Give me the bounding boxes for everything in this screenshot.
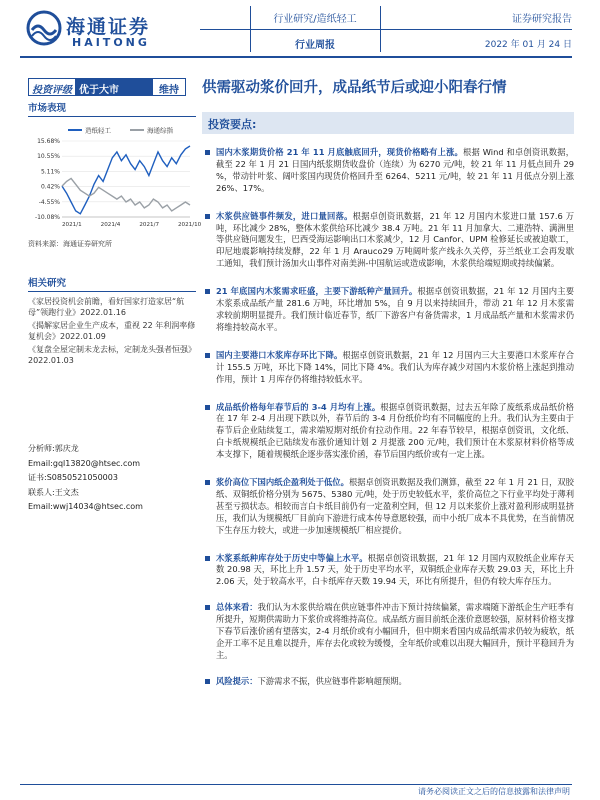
bullet-icon (205, 353, 210, 358)
left-sidebar (28, 100, 202, 368)
market-performance-chart-svg (28, 123, 202, 235)
bullet-icon (205, 289, 210, 294)
key-point-text: 根据卓创资讯数据及我们测算，截至 22 年 1 月 21 日，双胶纸、双铜纸价格分别为 5675、5380 元/吨，处于历史较低水平，浆价高位之下行业平均处于薄利甚至亏损状态。相较而言白卡纸目前仍有一定盈利空间，但 12 月以来浆价上涨对盈利形成明显挤压，我们认为规模纸厂目前向下游进行成本传导意愿较强，而中小纸厂成本不具优势，在当前情况下生存压力较大，或进一步加速规模纸厂相应提价。 (216, 477, 574, 535)
header-right-block (485, 10, 572, 50)
rating-label: 投资评级 (29, 79, 75, 95)
key-point-text: 根据卓创资讯数据，21 年 12 月国内木浆进口量 157.6 万吨，环比减少 28%，整体木浆供给环比减少 38.4 万吨。21 年 11 月加拿大、二連浩特、满洲里等供应链问题发生，巴西受海运影响出口木浆减少，12 月 Canfor、UPM 检修延长或被迫歇工，印尼地震影响持续发酵，22 年 1 月 Arauco29 万吨阔叶浆产线永久关停，芬兰纸业工会再发歇工通知，我们预计汤加火山事件对南美洲-中国航运或造成影响，木浆供给端短期或持续偏紧。 (216, 210, 574, 269)
key-point-lead: 木浆供应链事件频发，进口量回落。 (216, 210, 353, 221)
x-tick-label: 2021/4 (100, 222, 121, 228)
header-date: 2022 年 01 月 24 日 (484, 40, 572, 50)
key-point-lead: 总体来看： (216, 602, 258, 613)
key-point-paragraph (202, 211, 574, 271)
investment-rating (28, 78, 186, 96)
page-footer (0, 784, 600, 800)
key-point-lead: 21 年底国内木浆需求旺盛，主要下游纸种产量回升。 (216, 286, 418, 297)
key-point-paragraph (202, 477, 574, 537)
key-points-section (202, 112, 574, 688)
disclaimer-text: 请务必阅读正文之后的信息披露和法律声明 (418, 787, 570, 796)
key-point-text: 下游需求不振，供应链事件影响超预期。 (257, 675, 407, 686)
series-line (62, 178, 190, 211)
x-tick-label: 2021/10 (178, 222, 202, 228)
analyst-certificate: 证书:S0850521050003 (28, 473, 118, 482)
y-tick-label: -10.08% (34, 214, 60, 221)
key-point-paragraph (202, 286, 574, 334)
analyst-email[interactable]: Email:gql13820@htsec.com (28, 458, 141, 468)
key-point-paragraph (202, 602, 574, 662)
key-point-paragraph (202, 402, 574, 462)
chart-source: 资料来源：海通证券研究所 (28, 240, 112, 248)
y-tick-label: 0.42% (40, 183, 60, 191)
related-research-item[interactable]: 《揭解家居企业生产成本，重视 22 年利润率修复机会》2022.01.09 (28, 321, 196, 341)
header-report-type: 行业周报 (295, 40, 335, 51)
haitong-logo-icon (26, 10, 62, 46)
legend-label: 海通综指 (147, 126, 173, 135)
key-point-lead: 木浆系纸种库存处于历史中等偏上水平。 (216, 552, 368, 563)
key-point-text: 根据卓创资讯数据，过去五年除了废纸系成品纸价格在 17 年 2-4 月出现下跌以外，春节后的 3-4 月份纸价均有不同幅度的上升。我们认为主要由于春节后企业陆续复工，需求端短期对纸价有拉动作用。22 年春节较早，根据卓创资讯，文化纸、白卡纸规模纸企已陆续发布涨价通知计划 2 月提涨 200 元/吨，我们预计在木浆原材料价格等成本支撑下，随着规模纸企逐步落实涨价函，春节后国内纸价或有一定上涨。 (216, 401, 574, 460)
logo-en-text: HAITONG (72, 36, 150, 49)
key-point-lead: 国内主要港口木浆库存环比下降。 (216, 349, 343, 360)
market-performance-chart (28, 123, 202, 235)
bullet-icon (205, 405, 210, 410)
rating-hold: 维持 (153, 79, 185, 95)
bullet-icon (205, 679, 210, 684)
key-point-paragraph (202, 350, 574, 386)
y-tick-label: 10.55% (37, 153, 60, 161)
x-tick-label: 2021/1 (62, 222, 82, 228)
report-header (0, 0, 600, 60)
key-point-text: 我们认为木浆供给端在供应链事件冲击下预计持续偏紧，需求端随下游纸企生产旺季有所提升，短期供需助力下浆价或将维持高位。成品纸方面目前纸企涨价意愿较强，原材料价格支撑下春节后涨价函有望落实，2-4 月纸价或有小幅回升，但中期来看国内成品纸需求仍较为疲软，纸企开工率不足且难以提升，库存去化或较为缓慢，全年纸价或难以出现大幅回升，预计平稳回升为主。 (216, 602, 574, 660)
contact-email[interactable]: Email:wwj14034@htsec.com (28, 502, 143, 511)
key-point-lead: 成品纸价格每年春节后的 3-4 月均有上涨。 (216, 401, 381, 412)
header-category: 行业研究/造纸轻工 (273, 14, 357, 25)
y-tick-label: 5.11% (40, 168, 60, 176)
key-point-paragraph (202, 676, 574, 688)
key-point-text: 根据 Wind 和卓创资讯数据，截至 22 年 1 月 21 日国内纸浆期货收盘价（连续）为 6270 元/吨，较 21 年 11 月低点回升 29 %，带动针叶浆、阔叶浆国内现货价格回升至 6264、5211 元/吨，较 21 年 11 月低点分别上涨 26%、17%。 (216, 147, 574, 193)
contact-name: 联系人:王文杰 (28, 487, 79, 497)
related-research-item[interactable]: 《家居投资机会前瞻，看好国家打造家居“航母”领跑行业》2022.01.16 (28, 297, 185, 317)
key-point-text: 根据卓创资讯数据，21 年 12 月国内双胶纸企业库存天数 20.98 天，环比上升 1.57 天，处于历史平均水平，双铜纸企业库存天数 29.03 天，环比上升 2.06 天，处于较高水平，白卡纸库存天数 19.94 天，环比有所提升，但仍有较大库存压力。 (216, 552, 574, 587)
key-point-lead: 风险提示： (216, 675, 258, 686)
legend-label: 造纸轻工 (85, 126, 111, 135)
related-research-item[interactable]: 《复盘全屋定制未龙去标，定制龙头强者恒强》2022.01.03 (28, 345, 196, 365)
bullet-icon (205, 556, 210, 561)
key-point-text: 根据卓创资讯数据，21 年 12 月国内主要木浆系成品纸产量 281.6 万吨，环比增加 5%，自 9 月以来持续回升，带动 21 年 12 月木浆需求较前期明显提升。我们预计临近春节，纸厂下游客户有备货需求，1 月成品纸产量和木浆需求仍将维持较高水平。 (216, 286, 575, 332)
key-point-text: 根据卓创资讯数据，21 年 12 月国内三大主要港口木浆库存合计 155.5 万吨，环比下降 14%，同比下降 4%。我们认为库存减少对国内木浆价格上涨起到推动作用，预计 1 月库存仍将维持较低水平。 (216, 349, 574, 384)
header-rule (200, 29, 572, 30)
footer-rule (20, 784, 572, 785)
x-tick-label: 2021/7 (139, 222, 160, 228)
key-point-lead: 浆价高位下国内纸企盈利处于低位。 (216, 477, 349, 488)
analyst-name: 分析师:郭庆龙 (28, 444, 79, 453)
key-points-heading: 投资要点: (202, 112, 574, 134)
key-point-paragraph (202, 147, 574, 195)
analyst-contacts (28, 442, 196, 515)
bullet-icon (205, 480, 210, 485)
bullet-icon (205, 605, 210, 610)
logo-cn-text: 海通证券 (66, 16, 151, 38)
bullet-icon (205, 214, 210, 219)
header-right-label: 证券研究报告 (512, 14, 572, 25)
key-point-paragraph (202, 553, 574, 589)
related-research-heading: 相关研究 (28, 275, 196, 292)
haitong-logo (26, 8, 186, 52)
header-category-block (250, 10, 380, 51)
bullet-icon (205, 150, 210, 155)
key-point-lead: 国内木浆期货价格 21 年 11 月底触底回升，现货价格略有上涨。 (216, 147, 464, 157)
header-rule-bottom (20, 56, 572, 58)
market-performance-heading: 市场表现 (28, 100, 196, 117)
rating-value: 优于大市 (75, 79, 153, 95)
report-title: 供需驱动浆价回升，成品纸节后或迎小阳春行情 (202, 79, 507, 96)
related-research-list (28, 296, 196, 366)
y-tick-label: 15.68% (37, 138, 60, 145)
y-tick-label: -4.55% (38, 198, 60, 206)
